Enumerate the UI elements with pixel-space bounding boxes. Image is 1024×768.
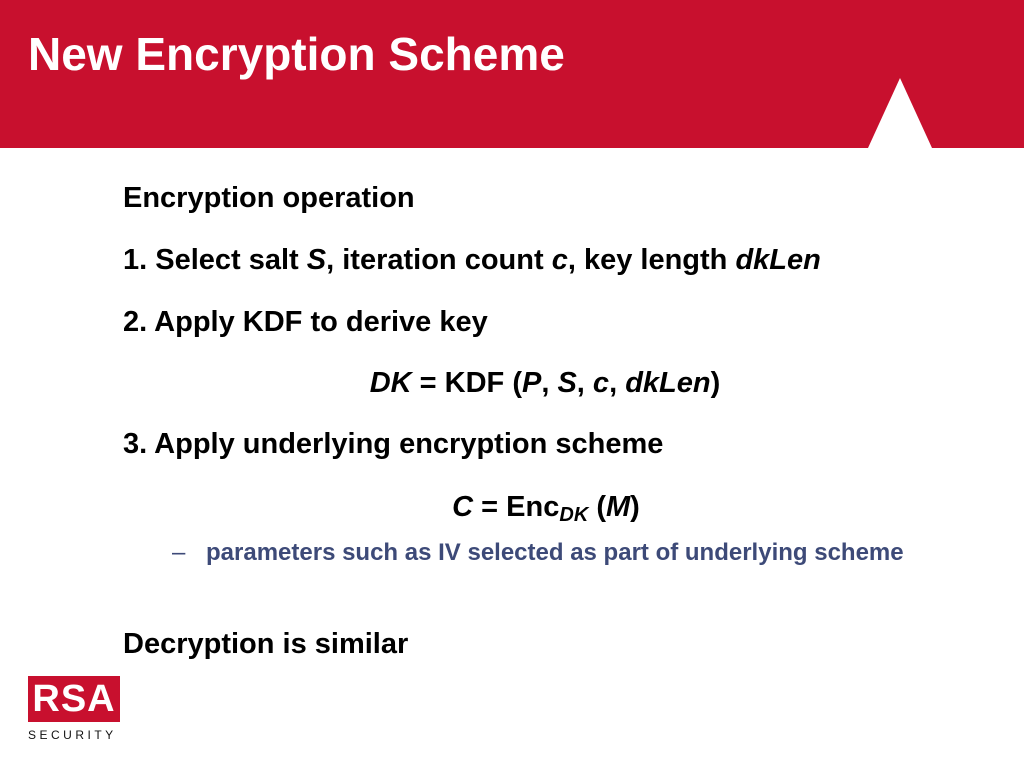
bullet-dash: –: [172, 539, 186, 566]
var-c2: c: [592, 367, 610, 399]
step-1-mid2: , key length: [567, 244, 736, 276]
sub-bullet-text: parameters such as IV selected as part of underlying scheme: [206, 539, 904, 566]
enc-subscript: DK: [559, 504, 589, 526]
enc-open: (: [588, 491, 606, 523]
kdf-eq: = KDF (: [411, 367, 522, 399]
step-1-prefix: 1. Select salt: [123, 244, 307, 276]
comma: ,: [576, 367, 593, 399]
enc-eq: = Enc: [473, 491, 560, 523]
step-1-mid1: , iteration count: [326, 244, 552, 276]
var-dklen2: dkLen: [625, 367, 711, 399]
comma: ,: [541, 367, 558, 399]
step-3: 3. Apply underlying encryption scheme: [123, 428, 664, 460]
step-1: [123, 242, 821, 278]
encryption-heading: Encryption operation: [123, 182, 415, 214]
logo-tagline: SECURITY: [28, 728, 117, 742]
page-title: New Encryption Scheme: [28, 28, 565, 80]
comma: ,: [609, 367, 626, 399]
formula-kdf: [0, 365, 1024, 401]
rsa-logo: [28, 676, 124, 746]
formula-enc: [0, 489, 1024, 533]
step-2: 2. Apply KDF to derive key: [123, 306, 488, 338]
var-P: P: [521, 367, 542, 399]
var-dklen: dkLen: [735, 244, 821, 276]
decryption-line: Decryption is similar: [123, 628, 409, 660]
enc-close: ): [630, 491, 640, 523]
kdf-close: ): [710, 367, 721, 399]
sub-bullet: [172, 536, 932, 570]
var-S2: S: [557, 367, 577, 399]
var-c: c: [551, 244, 568, 276]
var-DK: DK: [369, 367, 412, 399]
var-M: M: [605, 491, 631, 523]
var-S: S: [306, 244, 327, 276]
logo-brand: RSA: [32, 678, 116, 720]
var-C: C: [452, 491, 474, 523]
